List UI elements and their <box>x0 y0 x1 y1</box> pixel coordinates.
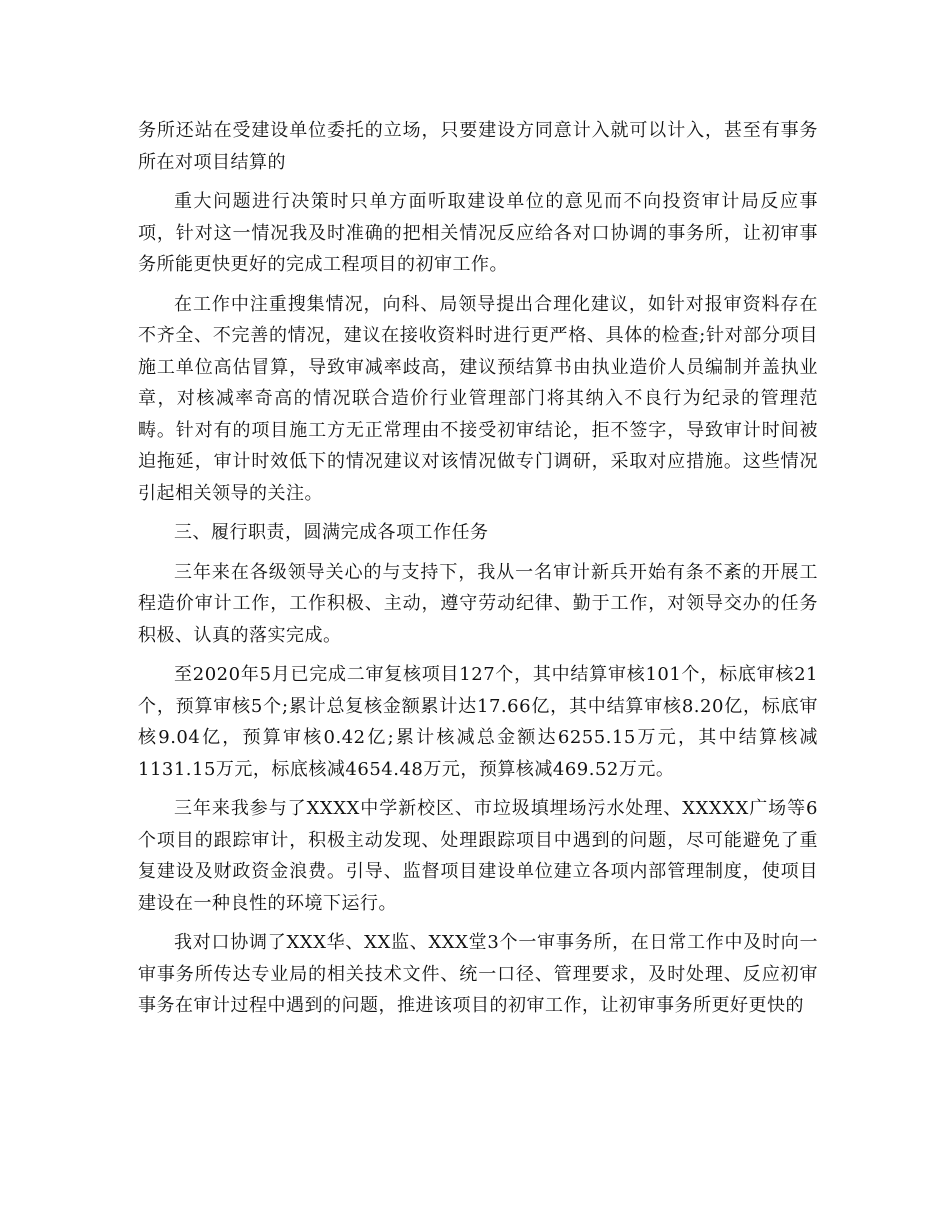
paragraph-decision-issues: 重大问题进行决策时只单方面听取建设单位的意见而不向投资审计局反应事项，针对这一情况我及时准确的把相关情况反应给各对口协调的事务所，让初审事务所能更快更好的完成工程项目的初审工作。 <box>138 191 818 275</box>
paragraph-statistics: 至2020年5月已完成二审复核项目127个，其中结算审核101个，标底审核21个，预算审核5个;累计总复核金额累计达17.66亿，其中结算审核8.20亿，标底审核9.04亿，预算审核0.42亿;累计核减总金额达6255.15万元，其中结算核减1131.15万元，标底核减4654.48万元，预算核减469.52万元。 <box>138 664 818 780</box>
document-page <box>138 115 818 1030</box>
paragraph-tracking-audit: 三年来我参与了XXXX中学新校区、市垃圾填埋场污水处理、XXXXX广场等6个项目的跟踪审计，积极主动发现、处理跟踪项目中遇到的问题，尽可能避免了重复建设及财政资金浪费。引导、监督项目建设单位建立各项内部管理制度，使项目建设在一种良性的环境下运行。 <box>138 798 818 914</box>
paragraph-suggestions: 在工作中注重搜集情况，向科、局领导提出合理化建议，如针对报审资料存在不齐全、不完善的情况，建议在接收资料时进行更严格、具体的检查;针对部分项目施工单位高估冒算，导致审减率歧高，建议预结算书由执业造价人员编制并盖执业章，对核减率奇高的情况联合造价行业管理部门将其纳入不良行为纪录的管理范畴。针对有的项目施工方无正常理由不接受初审结论，拒不签字，导致审计时间被迫拖延，审计时效低下的情况建议对该情况做专门调研，采取对应措施。这些情况引起相关领导的关注。 <box>138 293 818 504</box>
section-heading-duties: 三、履行职责，圆满完成各项工作任务 <box>174 522 489 543</box>
paragraph-three-years: 三年来在各级领导关心的与支持下，我从一名审计新兵开始有条不紊的开展工程造价审计工作，工作积极、主动，遵守劳动纪律、勤于工作，对领导交办的任务积极、认真的落实完成。 <box>138 561 818 646</box>
paragraph-continuation: 务所还站在受建设单位委托的立场，只要建设方同意计入就可以计入，甚至有事务所在对项目结算的 <box>138 120 818 173</box>
paragraph-coordination: 我对口协调了XXX华、XX监、XXX堂3个一审事务所，在日常工作中及时向一审事务所传达专业局的相关技术文件、统一口径、管理要求，及时处理、反应初审事务在审计过程中遇到的问题，推进该项目的初审工作，让初审事务所更好更快的 <box>138 932 818 1016</box>
